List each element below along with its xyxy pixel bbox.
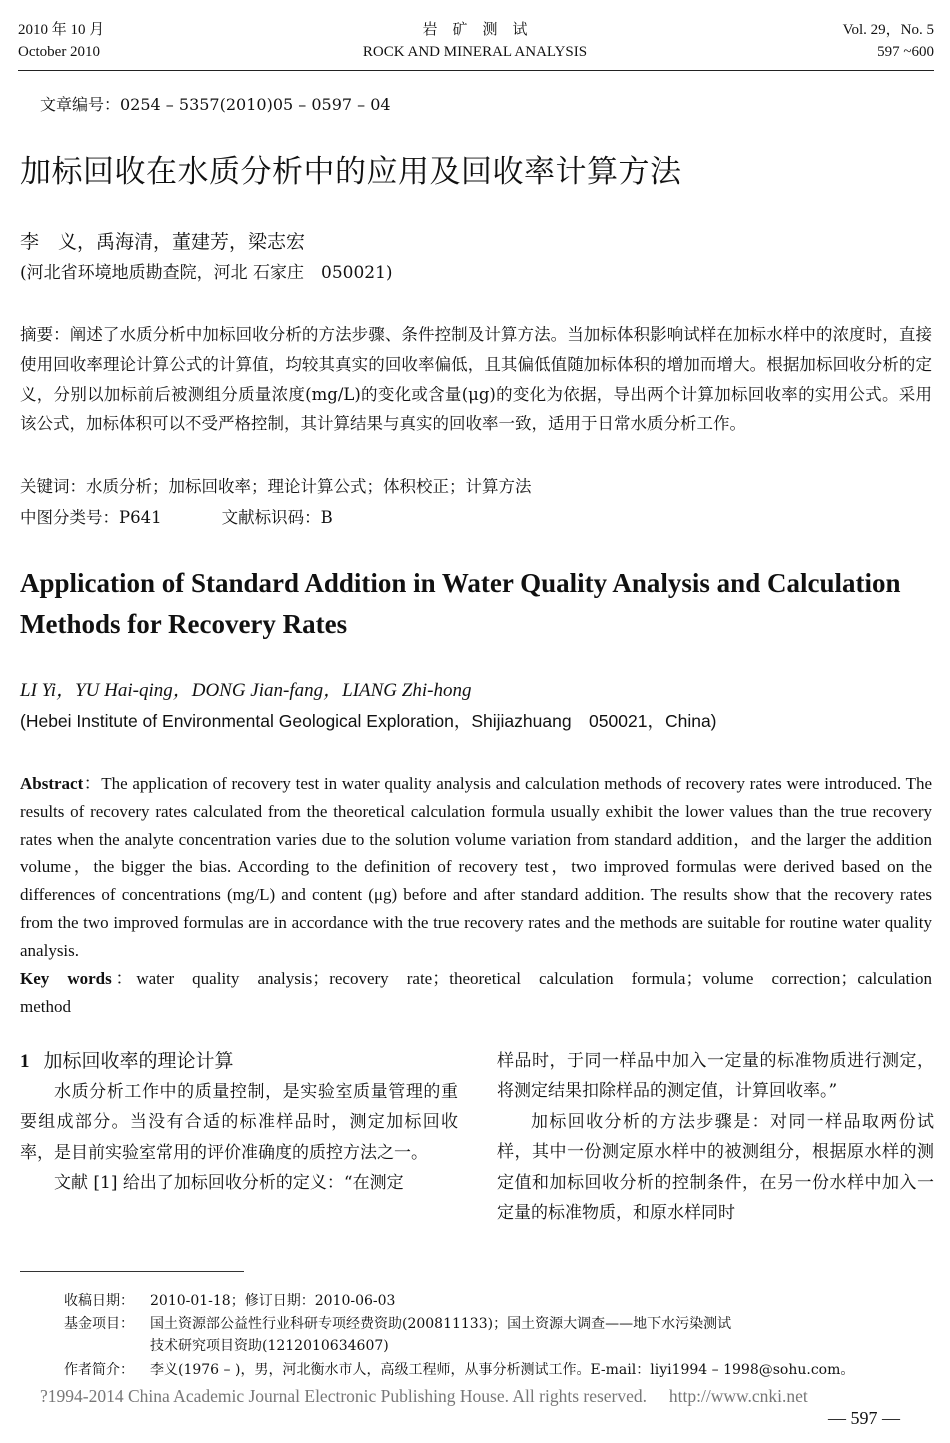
abstract-en-label: Abstract — [20, 774, 84, 793]
title-cn: 加标回收在水质分析中的应用及回收率计算方法 — [20, 154, 682, 190]
page-number: — 597 — — [828, 1408, 900, 1428]
header-journal-cn: 岩 矿 测 试 — [422, 22, 528, 38]
header-date-en: October 2010 — [18, 44, 101, 60]
footnote-label: 收稿日期： — [64, 1293, 134, 1309]
header-journal-en: ROCK AND MINERAL ANALYSIS — [362, 44, 588, 60]
body-paragraph: 水质分析工作中的质量控制，是实验室质量管理的重要组成部分。当没有合适的标准样品时，测定加标回收率，是目前实验室常用的评价准确度的质控方法之一。 — [20, 1082, 458, 1163]
abstract-en — [20, 770, 932, 965]
footnote-rule — [20, 1271, 244, 1272]
keywords-en — [20, 965, 932, 1021]
section-heading — [20, 1046, 458, 1077]
footnote-received — [64, 1291, 934, 1311]
doc-code: 文献标识码：B — [221, 508, 333, 527]
keywords-cn: 关键词：水质分析；加标回收率；理论计算公式；体积校正；计算方法 — [20, 477, 532, 496]
classification-line — [20, 505, 333, 531]
keywords-en-text: ：water quality analysis；recovery rate；theoretical calculation formula；volume correction；calculation method — [20, 969, 932, 1016]
body-paragraph: 加标回收分析的方法步骤是：对同一样品取两份试样，其中一份测定原水样中的被测组分，根据原水样的测定值和加标回收分析的控制条件，在另一份水样中加入一定量的标准物质，和原水样同时 — [497, 1111, 934, 1224]
abstract-en-text: ：The application of recovery test in water quality analysis and calculation methods of recovery rates were introduced. The results of recovery rates calculated from the theoretical calculation formula usually exhibit the lower values than the true recovery rates when the analyte concentration varies due to the solution volume variation from standard addition，and the larger the addition volume，the bigger the bias. According to the definition of recovery test，two improved formulas were derived based on the differences of concentrations (mg/L) and content (μg) before and after standard addition. The results show that the recovery rates from the two improved formulas are in accordance with the true recovery rates and the methods are suitable for routine water quality analysis. — [20, 774, 932, 960]
authors-en: LI Yi，YU Hai-qing，DONG Jian-fang，LIANG Zhi-hong — [20, 680, 472, 701]
title-en: Application of Standard Addition in Water Quality Analysis and Calculation Methods for Recovery Rates — [20, 568, 901, 639]
body-right-column — [497, 1046, 934, 1228]
footnote-author — [64, 1360, 934, 1380]
header-pages: 597 ~600 — [877, 44, 934, 60]
body-paragraph: 文献 [1] 给出了加标回收分析的定义：“在测定 — [54, 1173, 404, 1194]
section-title: 加标回收率的理论计算 — [43, 1050, 234, 1072]
affiliation-cn: (河北省环境地质勘查院，河北 石家庄 050021) — [20, 263, 393, 283]
footnote-text: 2010-01-18；修订日期：2010-06-03 — [150, 1293, 396, 1309]
header-rule — [18, 70, 934, 71]
footnote-text: 国土资源部公益性行业科研专项经费资助(200811133)；国土资源大调查——地下水污染测试 — [150, 1316, 732, 1332]
keywords-en-label: Key words — [20, 969, 112, 988]
clc-number: 中图分类号：P641 — [20, 508, 162, 527]
footnote-fund — [64, 1314, 934, 1334]
body-left-column — [20, 1046, 458, 1199]
authors-cn: 李 义，禹海清，董建芳，梁志宏 — [20, 231, 306, 253]
article-number: 文章编号：0254 – 5357(2010)05 – 0597 – 04 — [40, 95, 391, 114]
header-date-cn: 2010 年 10 月 — [18, 22, 105, 38]
header-volume: Vol. 29，No. 5 — [842, 22, 934, 38]
footnote-label: 基金项目： — [64, 1316, 134, 1332]
footnote-text: 李义(1976 – )，男，河北衡水市人，高级工程师，从事分析测试工作。E-mail：liyi1994 – 1998@sohu.com。 — [150, 1362, 855, 1378]
abstract-cn: 摘要：阐述了水质分析中加标回收分析的方法步骤、条件控制及计算方法。当加标体积影响试样在加标水样中的浓度时，直接使用回收率理论计算公式的计算值，均较其真实的回收率偏低，且其偏低值随加标体积的增加而增大。根据加标回收分析的定义，分别以加标前后被测组分质量浓度(mg/L)的变化或含量(μg)的变化为依据，导出两个计算加标回收率的实用公式。采用该公式，加标体积可以不受严格控制，其计算结果与真实的回收率一致，适用于日常水质分析工作。 — [20, 325, 932, 434]
section-number: 1 — [20, 1051, 30, 1072]
copyright-line: ?1994-2014 China Academic Journal Electronic Publishing House. All rights reserved. http://www.cnki.net — [40, 1386, 808, 1406]
footnote-label: 作者简介： — [64, 1362, 134, 1378]
body-paragraph: 样品时，于同一样品中加入一定量的标准物质进行测定，将测定结果扣除样品的测定值，计算回收率。” — [497, 1051, 934, 1102]
footnote-text: 技术研究项目资助(1212010634607) — [150, 1338, 389, 1354]
footnote-fund-cont — [64, 1336, 934, 1356]
affiliation-en: (Hebei Institute of Environmental Geological Exploration，Shijiazhuang 050021，China) — [20, 711, 717, 731]
